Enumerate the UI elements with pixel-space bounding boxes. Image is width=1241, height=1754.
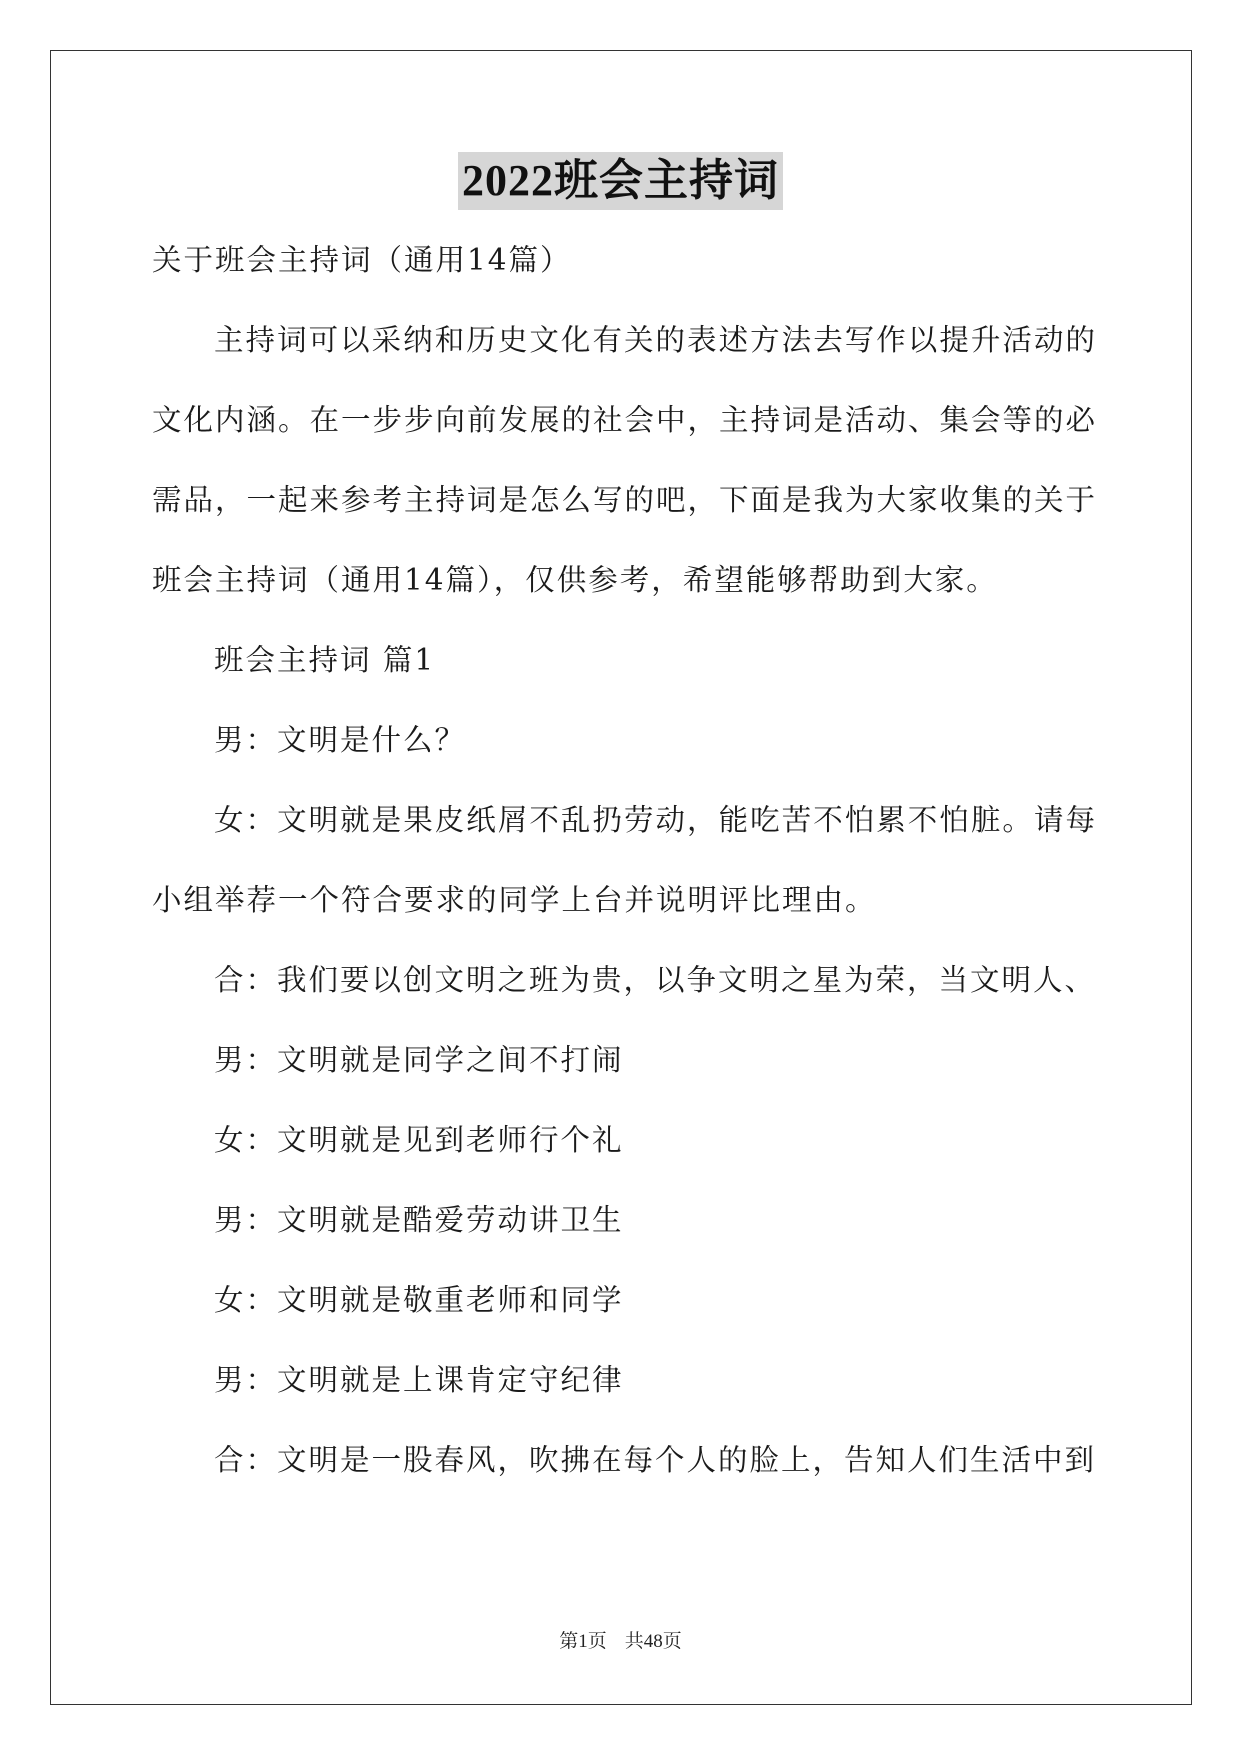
document-body xyxy=(152,220,1097,1500)
document-title: 2022班会主持词 xyxy=(458,152,783,210)
title-container xyxy=(0,152,1241,210)
page-total: 共48页 xyxy=(624,1631,682,1652)
page-number: 第1页 xyxy=(559,1631,607,1652)
dialogue-line: 合：我们要以创文明之班为贵，以争文明之星为荣，当文明人、 xyxy=(214,963,1097,997)
dialogue-line: 男：文明就是酷爱劳动讲卫生 xyxy=(214,1203,624,1237)
section-heading: 班会主持词 篇1 xyxy=(214,643,436,677)
paragraph-intro: 关于班会主持词（通用14篇） xyxy=(152,243,572,277)
paragraph-preface: 主持词可以采纳和历史文化有关的表述方法去写作以提升活动的文化内涵。在一步步向前发展的社会中，主持词是活动、集会等的必需品，一起来参考主持词是怎么写的吧，下面是我为大家收集的关于班会主持词（通用14篇），仅供参考，希望能够帮助到大家。 xyxy=(152,323,1098,597)
dialogue-line: 男：文明是什么？ xyxy=(214,723,467,757)
dialogue-line: 女：文明就是见到老师行个礼 xyxy=(214,1123,624,1157)
dialogue-line: 男：文明就是上课肯定守纪律 xyxy=(214,1363,624,1397)
dialogue-line: 女：文明就是果皮纸屑不乱扔劳动，能吃苦不怕累不怕脏。请每小组举荐一个符合要求的同学上台并说明评比理由。 xyxy=(152,803,1097,917)
dialogue-line: 男：文明就是同学之间不打闹 xyxy=(214,1043,624,1077)
dialogue-line: 合：文明是一股春风，吹拂在每个人的脸上，告知人们生活中到 xyxy=(214,1443,1097,1477)
page-footer xyxy=(0,1626,1241,1653)
dialogue-line: 女：文明就是敬重老师和同学 xyxy=(214,1283,624,1317)
